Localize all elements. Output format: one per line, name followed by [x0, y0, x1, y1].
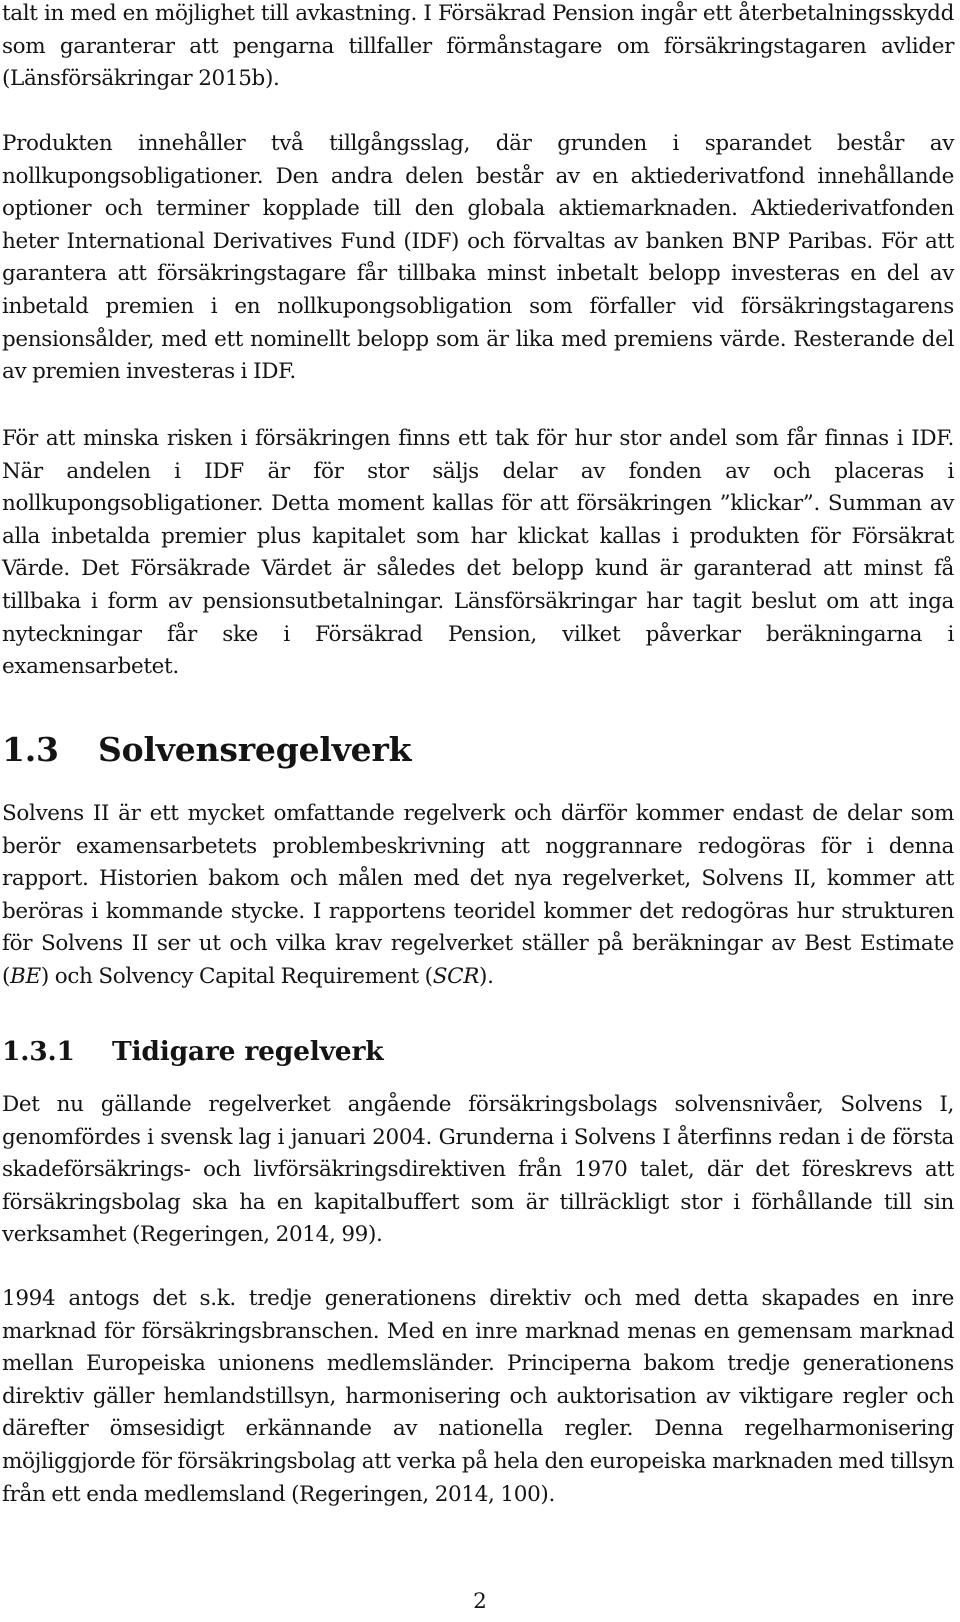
- paragraph-solvens-one: Det nu gällande regelverket angående försäkringsbolags solvensnivåer, Solvens I, genomfördes i svensk lag i januari 2004. Grunderna i Solvens I återfinns redan i de första skadeförsäkrings- och livförsäkringsdirektiven från 1970 talet, där det föreskrevs att försäkringsbolag ska ha en kapitalbuffert som är tillräckligt stor i förhållande till sin verksamhet (Regeringen, 2014, 99).: [2, 1092, 954, 1248]
- paragraph-solvency-intro: [2, 798, 954, 994]
- solvency-intro-middle: ) och Solvency Capital Requirement (: [40, 963, 433, 989]
- section-title: Solvensregelverk: [98, 730, 412, 769]
- subsection-number: 1.3.1: [2, 1036, 75, 1067]
- paragraph-continued-pension: talt in med en möjlighet till avkastning. I Försäkrad Pension ingår ett återbetalningsskydd som garanterar att pengarna tillfaller förmånstagare om försäkringstagaren avlider (Länsförsäkringar 2015b).: [2, 1, 954, 92]
- section-heading: [2, 730, 411, 770]
- section-number: 1.3: [2, 730, 59, 769]
- page-number: 2: [473, 1589, 487, 1614]
- subsection-heading: [2, 1035, 383, 1069]
- solvency-intro-end: ).: [479, 963, 494, 989]
- subsection-title: Tidigare regelverk: [112, 1036, 384, 1067]
- be-symbol: BE: [10, 963, 41, 989]
- paragraph-third-directive: 1994 antogs det s.k. tredje generationens direktiv och med detta skapades en inre marknad för försäkringsbranschen. Med en inre marknad menas en gemensam marknad mellan Europeiska unionens medlemsländer. Principerna bakom tredje generationens direktiv gäller hemlandstillsyn, harmonisering och auktorisation av viktigare regler och därefter ömsesidigt erkännande av nationella regler. Denna regelharmonisering möjliggjorde för försäkringsbolag att verka på hela den europeiska marknaden med tillsyn från ett enda medlemsland (Regeringen, 2014, 100).: [2, 1286, 954, 1507]
- scr-symbol: SCR: [432, 963, 480, 989]
- paragraph-risk-cap: För att minska risken i försäkringen finns ett tak för hur stor andel som får finnas i IDF. När andelen i IDF är för stor säljs delar av fonden av och placeras i nollkupongsobligationer. Detta moment kallas för att försäkringen ”klickar”. Summan av alla inbetalda premier plus kapitalet som har klickat kallas i produkten för Försäkrat Värde. Det Försäkrade Värdet är således det belopp kund är garanterad att minst få tillbaka i form av pensionsutbetalningar. Länsförsäkringar har tagit beslut om att inga nyteckningar får ske i Försäkrad Pension, vilket påverkar beräkningarna i examensarbetet.: [2, 426, 954, 680]
- paragraph-product-assets: Produkten innehåller två tillgångsslag, där grunden i sparandet består av nollkupongsobligationer. Den andra delen består av en aktiederivatfond innehållande optioner och terminer kopplade till den globala aktiemarknaden. Aktiederivatfonden heter International Derivatives Fund (IDF) och förvaltas av banken BNP Paribas. För att garantera att försäkringstagare får tillbaka minst inbetalt belopp investeras en del av inbetald premien i en nollkupongsobligation som förfaller vid försäkringstagarens pensionsålder, med ett nominellt belopp som är lika med premiens värde. Resterande del av premien investeras i IDF.: [2, 131, 954, 385]
- solvency-intro-text: Solvens II är ett mycket omfattande regelverk och därför kommer endast de delar som berör examensarbetets problembeskrivning att noggrannare redogöras för i denna rapport. Historien bakom och målen med det nya regelverket, Solvens II, kommer att beröras i kommande stycke. I rapportens teoridel kommer det redogöras hur strukturen för Solvens II ser ut och vilka krav regelverket ställer på beräkningar av Best Estimate (: [2, 801, 954, 989]
